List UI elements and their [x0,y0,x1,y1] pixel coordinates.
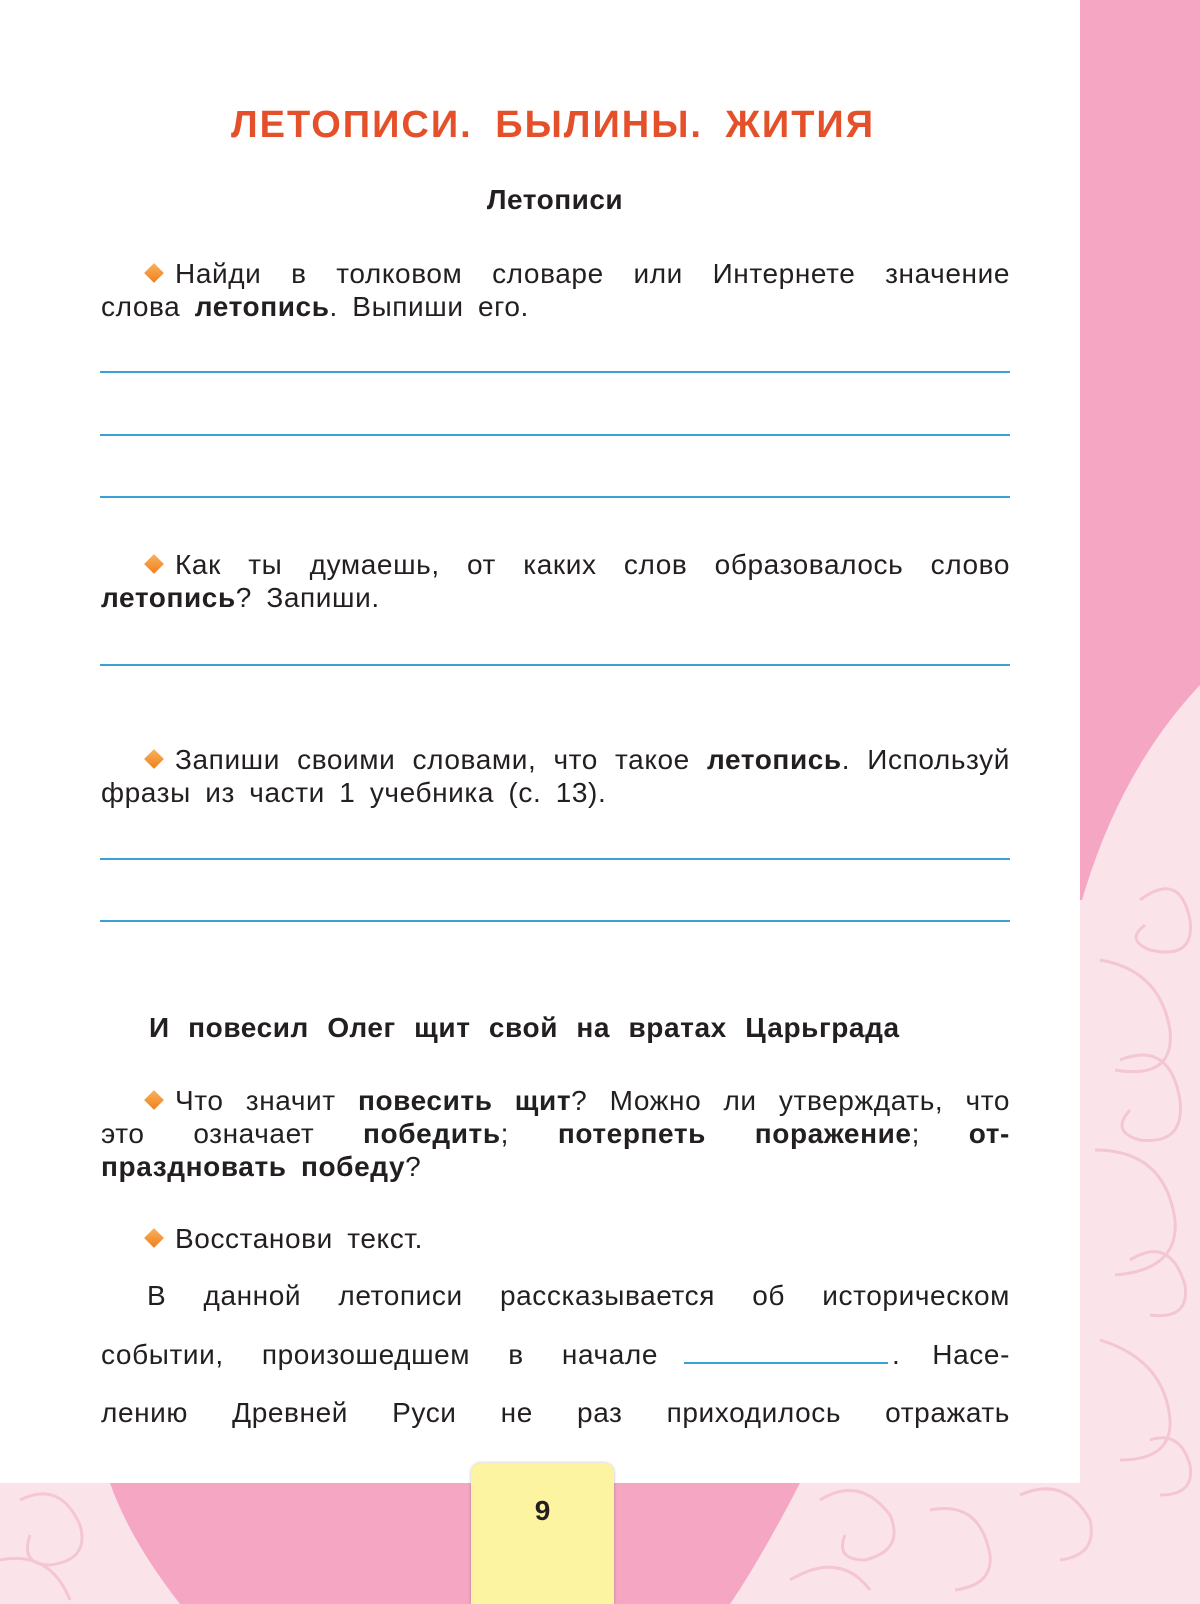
diamond-bullet-icon [144,1090,164,1110]
keyword: от-праздновать победу [101,1118,1010,1182]
keyword: летопись [706,744,842,775]
page-number: 9 [534,1495,551,1526]
keyword: победить [363,1118,501,1149]
section-title: Летописи [486,184,624,215]
task-2: Как ты думаешь, от каких слов образовалось слово летопись? Запиши. [101,549,1010,613]
answer-line[interactable] [100,858,1010,860]
answer-line[interactable] [100,664,1010,666]
answer-line[interactable] [100,371,1010,373]
keyword: летопись [194,291,330,322]
keyword: повесить щит [357,1085,572,1116]
restore-text-line-3: лению Древней Руси не раз приходилось отражать [101,1397,1010,1428]
diamond-bullet-icon [144,749,164,769]
keyword: летопись [101,582,236,613]
answer-line[interactable] [100,434,1010,436]
diamond-bullet-icon [144,1228,164,1248]
task-1: Найди в толковом словаре или Интернете значение слова летопись. Выпиши его. [101,258,1010,322]
answer-line[interactable] [100,496,1010,498]
task-3: Запиши своими словами, что такое летопись. Используй фразы из части 1 учебника (с. 13). [101,744,1010,808]
restore-text-line-1: В данной летописи рассказывается об историческом [147,1280,1010,1311]
section-heading: И повесил Олег щит свой на вратах Царьграда [149,1012,900,1043]
diamond-bullet-icon [144,554,164,574]
page-number-tab [471,1463,614,1604]
diamond-bullet-icon [144,263,164,283]
answer-line[interactable] [100,920,1010,922]
page-title: ЛЕТОПИСИ. БЫЛИНЫ. ЖИТИЯ [230,104,876,146]
restore-text-line-2: событии, произошедшем в начале . Насе- [101,1339,1010,1370]
keyword: потерпеть поражение [557,1118,912,1149]
fill-in-blank[interactable] [684,1340,888,1364]
task-5: Восстанови текст. [101,1222,1010,1255]
task-4: Что значит повесить щит? Можно ли утверждать, что это означает победить; потерпеть поражение; от-праздновать победу? [101,1085,1010,1182]
